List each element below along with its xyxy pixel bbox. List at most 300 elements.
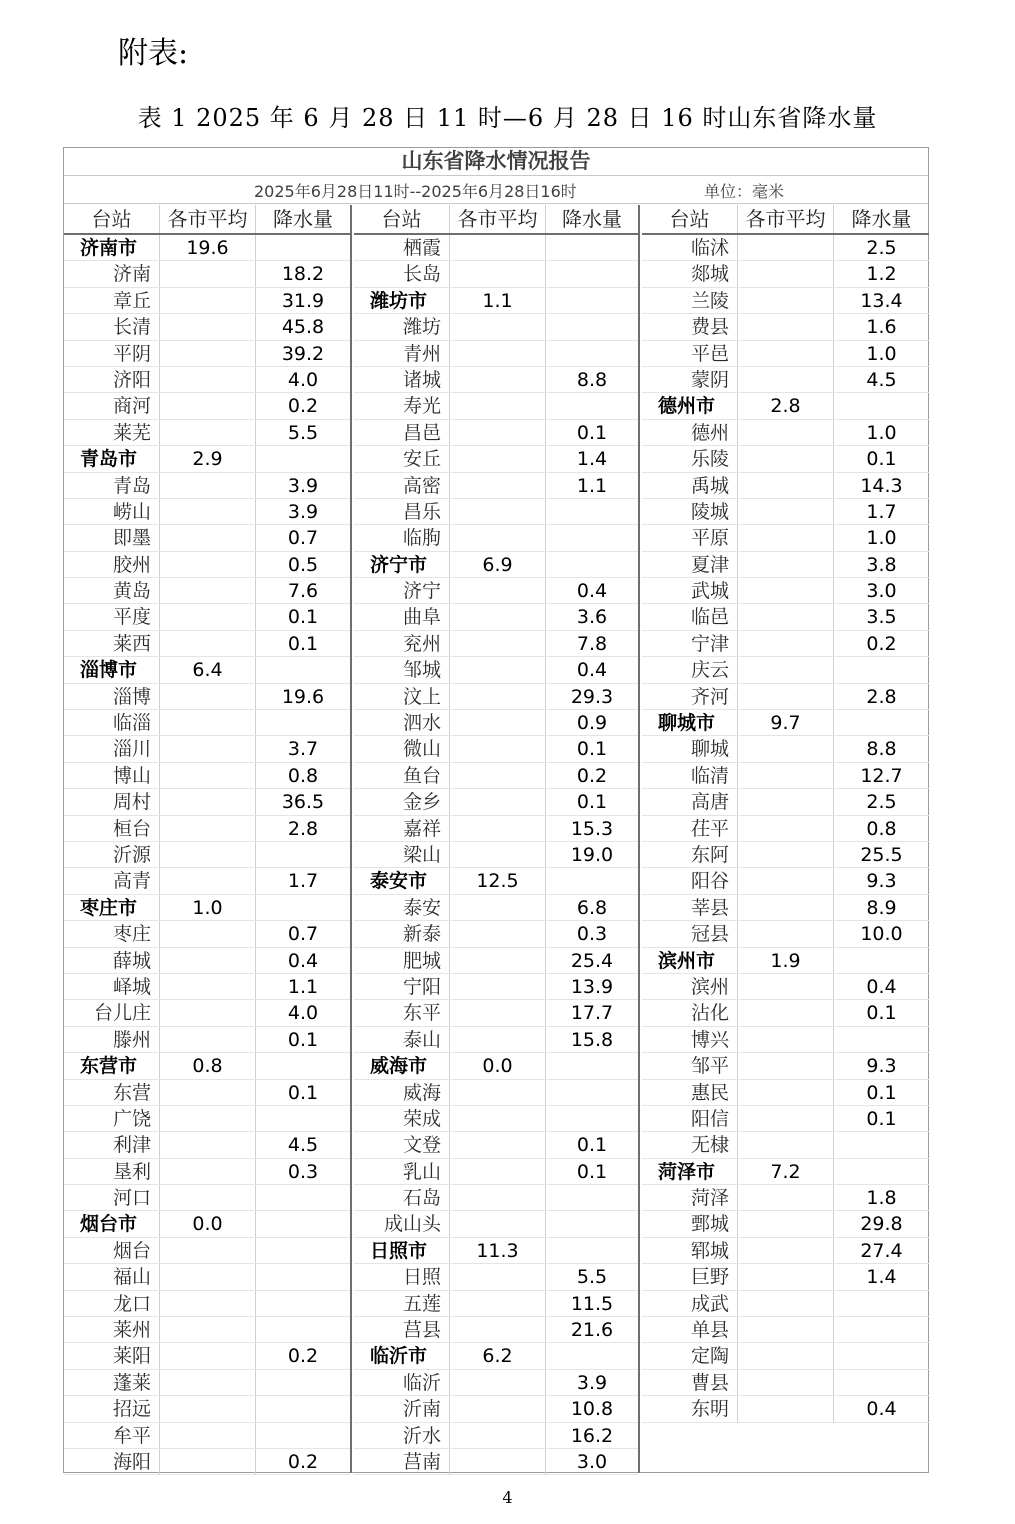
station-name: 昌邑 [354,420,450,445]
rainfall-value: 3.6 [576,606,608,629]
rainfall-value: 0.2 [287,395,319,418]
city-average: 11.3 [450,1238,546,1263]
rainfall-value: 1.1 [576,474,608,497]
station-name: 泰安市 [354,868,450,893]
station-name: 台儿庄 [64,1000,160,1025]
city-average [738,974,834,999]
city-average [738,604,834,629]
station-row [642,921,929,947]
header-rainfall: 降水量 [851,207,912,231]
rainfall-value: 3.0 [866,580,897,603]
station-row [354,341,638,367]
station-name: 临朐 [354,525,450,550]
station-name: 石岛 [354,1185,450,1210]
city-average [738,1106,834,1131]
station-name: 兖州 [354,631,450,656]
city-average [738,420,834,445]
station-name: 利津 [64,1132,160,1157]
rainfall-value: 1.0 [866,421,897,444]
rainfall-value: 0.4 [866,975,897,998]
station-name: 博兴 [642,1027,738,1052]
rainfall-value: 27.4 [860,1239,903,1262]
header-average: 各市平均 [450,205,546,233]
station-row [642,1211,929,1237]
station-name: 兰陵 [642,288,738,313]
station-row [642,1317,929,1343]
rainfall-value [546,261,638,286]
station-row [64,631,350,657]
station-row [354,1211,638,1237]
city-row [642,710,929,736]
city-average [738,367,834,392]
rainfall-value [546,525,638,550]
rainfall-value: 0.4 [866,1398,897,1421]
station-name: 冠县 [642,921,738,946]
city-average: 7.2 [738,1159,834,1184]
station-row [354,1264,638,1290]
station-name: 临沭 [642,235,738,260]
station-name: 牟平 [64,1423,160,1448]
city-average [160,1000,256,1025]
column-header [642,205,929,235]
station-row [354,1106,638,1132]
city-average [738,1396,834,1421]
column-header [64,205,350,235]
rainfall-value: 5.5 [576,1266,608,1289]
station-row [64,816,350,842]
station-name: 汶上 [354,684,450,709]
city-average [160,1343,256,1368]
city-average [450,816,546,841]
station-row [354,710,638,736]
city-row [354,288,638,314]
rainfall-value [256,842,350,867]
station-name: 微山 [354,736,450,761]
city-average [450,710,546,735]
city-average [160,261,256,286]
rainfall-value: 3.9 [287,474,319,497]
rainfall-value: 19.0 [570,843,614,866]
rainfall-value [834,393,929,418]
station-name: 青岛 [64,473,160,498]
station-name: 德州 [642,420,738,445]
station-name: 临清 [642,763,738,788]
station-row [642,974,929,1000]
rainfall-value: 3.5 [866,606,897,629]
station-row [354,895,638,921]
station-row [642,1264,929,1290]
rainfall-value: 1.4 [576,448,608,471]
city-average [160,288,256,313]
station-name: 泰安 [354,895,450,920]
city-average [160,736,256,761]
rainfall-value [834,1343,929,1368]
city-average [738,1185,834,1210]
rainfall-value: 15.8 [570,1028,614,1051]
city-average [160,921,256,946]
station-name: 淄博市 [64,657,160,682]
rainfall-value: 0.1 [576,421,608,444]
station-name: 邹平 [642,1053,738,1078]
city-average [738,631,834,656]
rainfall-value: 4.5 [866,368,897,391]
city-average [450,1132,546,1157]
rainfall-value: 11.5 [570,1292,614,1315]
rainfall-value: 7.8 [576,632,608,655]
station-name: 郯城 [642,261,738,286]
city-row [64,1211,350,1237]
station-name: 青岛市 [64,446,160,471]
station-name: 蒙阴 [642,367,738,392]
station-name: 潍坊市 [354,288,450,313]
city-average [160,604,256,629]
station-row [64,1027,350,1053]
station-row [64,525,350,551]
station-name: 莱阳 [64,1343,160,1368]
rainfall-value [256,1185,350,1210]
rainfall-value: 0.8 [287,764,319,787]
city-average [450,763,546,788]
city-average [160,948,256,973]
station-name: 龙口 [64,1291,160,1316]
city-average [450,1291,546,1316]
station-name: 长清 [64,314,160,339]
city-row [642,393,929,419]
rainfall-value: 19.6 [281,685,325,708]
rainfall-value: 17.7 [570,1002,614,1025]
station-name: 烟台市 [64,1211,160,1236]
city-average [160,763,256,788]
station-row [642,1291,929,1317]
station-name: 济南市 [64,235,160,260]
station-name: 枣庄 [64,921,160,946]
city-average [450,446,546,471]
city-average: 19.6 [160,235,256,260]
header-average: 各市平均 [160,205,256,233]
station-name: 沂南 [354,1396,450,1421]
rainfall-value [546,499,638,524]
city-average [738,1370,834,1395]
rainfall-value: 3.8 [866,553,897,576]
rainfall-value [256,1053,350,1078]
station-name: 曹县 [642,1370,738,1395]
station-row [64,1264,350,1290]
rainfall-value [256,895,350,920]
station-name: 临邑 [642,604,738,629]
city-average [450,1106,546,1131]
station-name: 莒南 [354,1449,450,1474]
station-name: 泰山 [354,1027,450,1052]
station-row [64,1185,350,1211]
rainfall-value: 0.3 [287,1160,319,1183]
city-average [450,525,546,550]
rainfall-value: 0.4 [576,659,608,682]
city-average [160,552,256,577]
station-row [64,1106,350,1132]
station-row [354,393,638,419]
city-average [160,499,256,524]
rainfall-value [546,1211,638,1236]
rainfall-value: 16.2 [570,1424,614,1447]
city-average [160,1317,256,1342]
rainfall-value: 1.1 [287,975,319,998]
rainfall-value [834,710,929,735]
station-name: 宁津 [642,631,738,656]
city-row [354,552,638,578]
station-name: 济宁 [354,578,450,603]
station-row [642,1053,929,1079]
rainfall-value: 2.5 [866,791,897,814]
station-row [642,1132,929,1158]
city-average [450,1080,546,1105]
station-name: 济阳 [64,367,160,392]
station-row [354,420,638,446]
city-average [160,1027,256,1052]
city-average: 0.8 [160,1053,256,1078]
city-average [738,1317,834,1342]
station-name: 威海 [354,1080,450,1105]
city-average [450,1027,546,1052]
rainfall-value: 36.5 [281,791,325,814]
station-row [354,1396,638,1422]
rainfall-value: 2.8 [287,817,319,840]
station-row [64,473,350,499]
station-name: 栖霞 [354,235,450,260]
rainfall-value: 2.8 [866,685,897,708]
station-row [64,393,350,419]
rainfall-value: 0.1 [576,1134,608,1157]
city-row [354,1238,638,1264]
station-name: 巨野 [642,1264,738,1289]
station-name: 齐河 [642,684,738,709]
table-column-3 [642,205,929,1473]
city-average [450,393,546,418]
rainfall-value: 7.6 [287,580,319,603]
rainfall-value: 1.8 [866,1187,897,1210]
station-name: 临沂市 [354,1343,450,1368]
rainfall-value: 39.2 [281,342,325,365]
city-row [64,1053,350,1079]
city-average [450,1317,546,1342]
city-average [160,341,256,366]
city-average: 1.1 [450,288,546,313]
rainfall-value: 21.6 [570,1319,614,1342]
station-name: 郓城 [642,1238,738,1263]
city-average [160,1106,256,1131]
station-name: 文登 [354,1132,450,1157]
city-average [738,1238,834,1263]
station-name: 崂山 [64,499,160,524]
rainfall-value: 9.3 [866,1055,897,1078]
city-average [160,684,256,709]
city-average: 6.4 [160,657,256,682]
station-row [354,631,638,657]
rainfall-value [256,1423,350,1448]
city-average [738,525,834,550]
report-unit: 单位：毫米 [704,182,785,201]
station-row [354,1159,638,1185]
city-average [738,895,834,920]
station-row [642,499,929,525]
station-name: 茌平 [642,816,738,841]
rainfall-value [546,1343,638,1368]
rainfall-value: 25.5 [860,843,903,866]
station-name: 日照 [354,1264,450,1289]
station-row [64,314,350,340]
city-average [160,525,256,550]
station-row [64,948,350,974]
rainfall-value [546,235,638,260]
city-average [160,1291,256,1316]
city-average [450,736,546,761]
station-row [64,921,350,947]
station-name: 禹城 [642,473,738,498]
station-row [64,1449,350,1475]
city-average [450,1423,546,1448]
station-row [64,604,350,630]
city-row [642,948,929,974]
station-row [354,948,638,974]
city-average [738,868,834,893]
station-name: 福山 [64,1264,160,1289]
station-name: 济南 [64,261,160,286]
rainfall-value [546,393,638,418]
rainfall-value: 3.9 [576,1371,608,1394]
rainfall-value [834,948,929,973]
rainfall-value: 0.4 [576,580,608,603]
city-average [738,235,834,260]
station-name: 即墨 [64,525,160,550]
station-name: 新泰 [354,921,450,946]
rainfall-value: 0.2 [866,632,897,655]
station-name: 淄川 [64,736,160,761]
rainfall-value: 1.0 [866,342,897,365]
station-name: 高密 [354,473,450,498]
station-row [354,816,638,842]
table-caption: 表 1 2025 年 6 月 28 日 11 时—6 月 28 日 16 时山东省降水量 [137,104,878,132]
precipitation-report [63,147,929,1473]
city-average [738,1027,834,1052]
city-average [450,578,546,603]
station-row [642,684,929,710]
station-name: 平度 [64,604,160,629]
city-average [738,314,834,339]
rainfall-value [256,710,350,735]
rainfall-value [546,341,638,366]
station-name: 平原 [642,525,738,550]
rainfall-value [834,1027,929,1052]
city-average [450,604,546,629]
header-rainfall: 降水量 [273,207,333,231]
station-name: 招远 [64,1396,160,1421]
station-name: 垦利 [64,1159,160,1184]
station-name: 高青 [64,868,160,893]
city-average [160,816,256,841]
rainfall-value [834,1132,929,1157]
rainfall-value [834,657,929,682]
station-row [64,499,350,525]
city-average [160,393,256,418]
station-name: 夏津 [642,552,738,577]
station-name: 烟台 [64,1238,160,1263]
report-subheader [64,175,928,204]
station-row [354,1132,638,1158]
station-row [642,1027,929,1053]
city-average [160,314,256,339]
station-row [354,499,638,525]
city-average [160,1264,256,1289]
city-average [160,710,256,735]
station-row [642,1238,929,1264]
station-row [642,763,929,789]
station-name: 临淄 [64,710,160,735]
station-row [642,446,929,472]
station-name: 沂源 [64,842,160,867]
station-name: 滕州 [64,1027,160,1052]
rows-container [64,235,350,1475]
rainfall-value [256,1396,350,1421]
report-title: 山东省降水情况报告 [64,148,928,176]
station-name: 单县 [642,1317,738,1342]
station-name: 莘县 [642,895,738,920]
station-name: 菏泽 [642,1185,738,1210]
rainfall-value [546,1080,638,1105]
station-name: 东平 [354,1000,450,1025]
rainfall-value: 8.9 [866,896,897,919]
station-name: 峄城 [64,974,160,999]
station-name: 费县 [642,314,738,339]
station-name: 博山 [64,763,160,788]
city-average [738,1080,834,1105]
station-name: 武城 [642,578,738,603]
header-rainfall: 降水量 [562,207,622,231]
rainfall-value: 18.2 [281,263,325,286]
rainfall-value [256,1106,350,1131]
station-name: 周村 [64,789,160,814]
station-row [642,1343,929,1369]
station-row [642,473,929,499]
station-name: 日照市 [354,1238,450,1263]
city-average: 12.5 [450,868,546,893]
city-average [160,842,256,867]
city-average [738,446,834,471]
city-average [738,1264,834,1289]
station-name: 阳谷 [642,868,738,893]
city-average [738,684,834,709]
city-average [450,499,546,524]
station-name: 邹城 [354,657,450,682]
city-average [450,314,546,339]
station-row [642,552,929,578]
station-name: 鄄城 [642,1211,738,1236]
station-name: 东营 [64,1080,160,1105]
city-average [738,499,834,524]
rainfall-value: 13.4 [860,289,903,312]
station-name: 聊城市 [642,710,738,735]
station-row [64,842,350,868]
station-row [354,314,638,340]
station-name: 桓台 [64,816,160,841]
rainfall-value: 0.8 [866,817,897,840]
report-period: 2025年6月28日11时--2025年6月28日16时 [254,182,577,201]
rainfall-value: 3.7 [287,738,319,761]
city-average [160,789,256,814]
city-average [738,473,834,498]
rainfall-value: 4.0 [287,1002,319,1025]
rainfall-value [546,1238,638,1263]
rainfall-value [256,1317,350,1342]
rainfall-value: 31.9 [281,289,325,312]
